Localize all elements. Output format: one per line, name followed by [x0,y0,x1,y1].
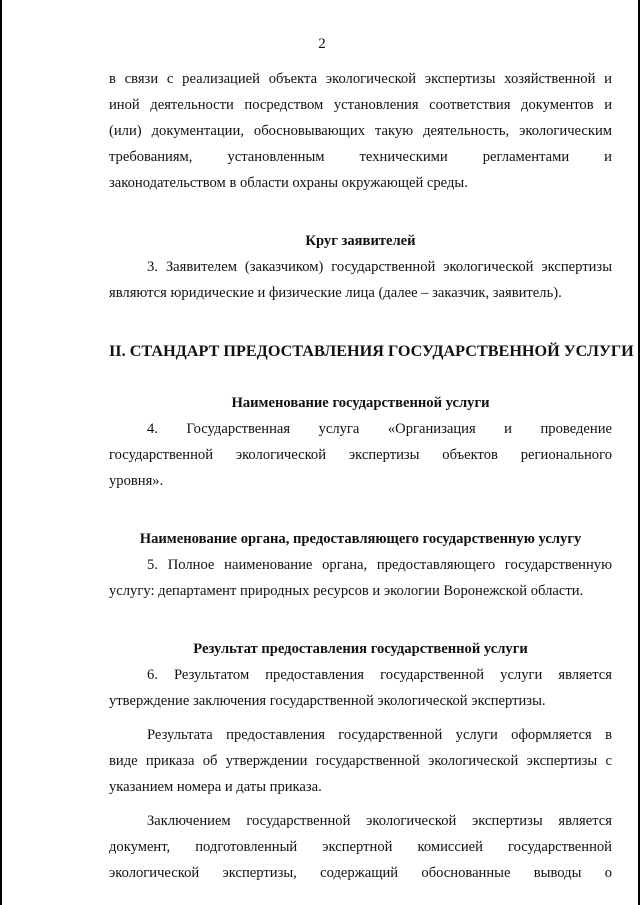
page-number: 2 [318,36,326,52]
service-name-paragraph [109,416,612,494]
applicants-paragraph [109,254,612,306]
document-body [109,66,634,886]
service-name-heading: Наименование государственной услуги [231,395,490,411]
text-line: 3. Заявителем (заказчиком) государственной экологической экспертизы [147,259,612,275]
result-paragraph-2 [109,722,612,800]
text-line: (или) документации, обосновывающих такую деятельность, экологическим [109,123,612,139]
text-line: утверждение заключения государственной экологической экспертизы. [109,693,546,709]
text-line: экологической экспертизы, содержащий обоснованные выводы о [109,865,612,881]
text-line: в связи с реализацией объекта экологической экспертизы хозяйственной и [109,71,612,87]
text-line: требованиям, установленным техническими регламентами и [109,149,612,165]
authority-paragraph [109,552,612,604]
authority-heading: Наименование органа, предоставляющего государственную услугу [139,531,582,547]
text-line: услугу: департамент природных ресурсов и экологии Воронежской области. [109,583,584,599]
result-paragraph-1 [109,662,612,714]
text-line: указанием номера и даты приказа. [109,779,322,795]
text-line: государственной экологической экспертизы объектов регионального [109,447,612,463]
section-title: II. СТАНДАРТ ПРЕДОСТАВЛЕНИЯ ГОСУДАРСТВЕННОЙ УСЛУГИ [109,342,634,360]
text-line: Результата предоставления государственной услуги оформляется в [147,727,612,743]
applicants-heading: Круг заявителей [305,233,416,249]
text-line: Заключением государственной экологической экспертизы является [147,813,612,829]
text-line: виде приказа об утверждении государственной экологической экспертизы с [109,753,612,769]
result-paragraph-3 [109,808,612,886]
text-line: 4. Государственная услуга «Организация и проведение [147,421,612,437]
text-line: 5. Полное наименование органа, предоставляющего государственную [147,557,612,573]
result-heading: Результат предоставления государственной услуги [193,641,528,657]
text-line: законодательством в области охраны окружающей среды. [109,175,468,191]
text-line: документ, подготовленный экспертной комиссией государственной [109,839,612,855]
text-line: являются юридические и физические лица (далее – заказчик, заявитель). [109,285,562,301]
intro-paragraph [109,66,612,196]
text-line: иной деятельности посредством установления соответствия документов и [109,97,612,113]
text-line: 6. Результатом предоставления государственной услуги является [147,667,612,683]
text-line: уровня». [109,473,164,489]
